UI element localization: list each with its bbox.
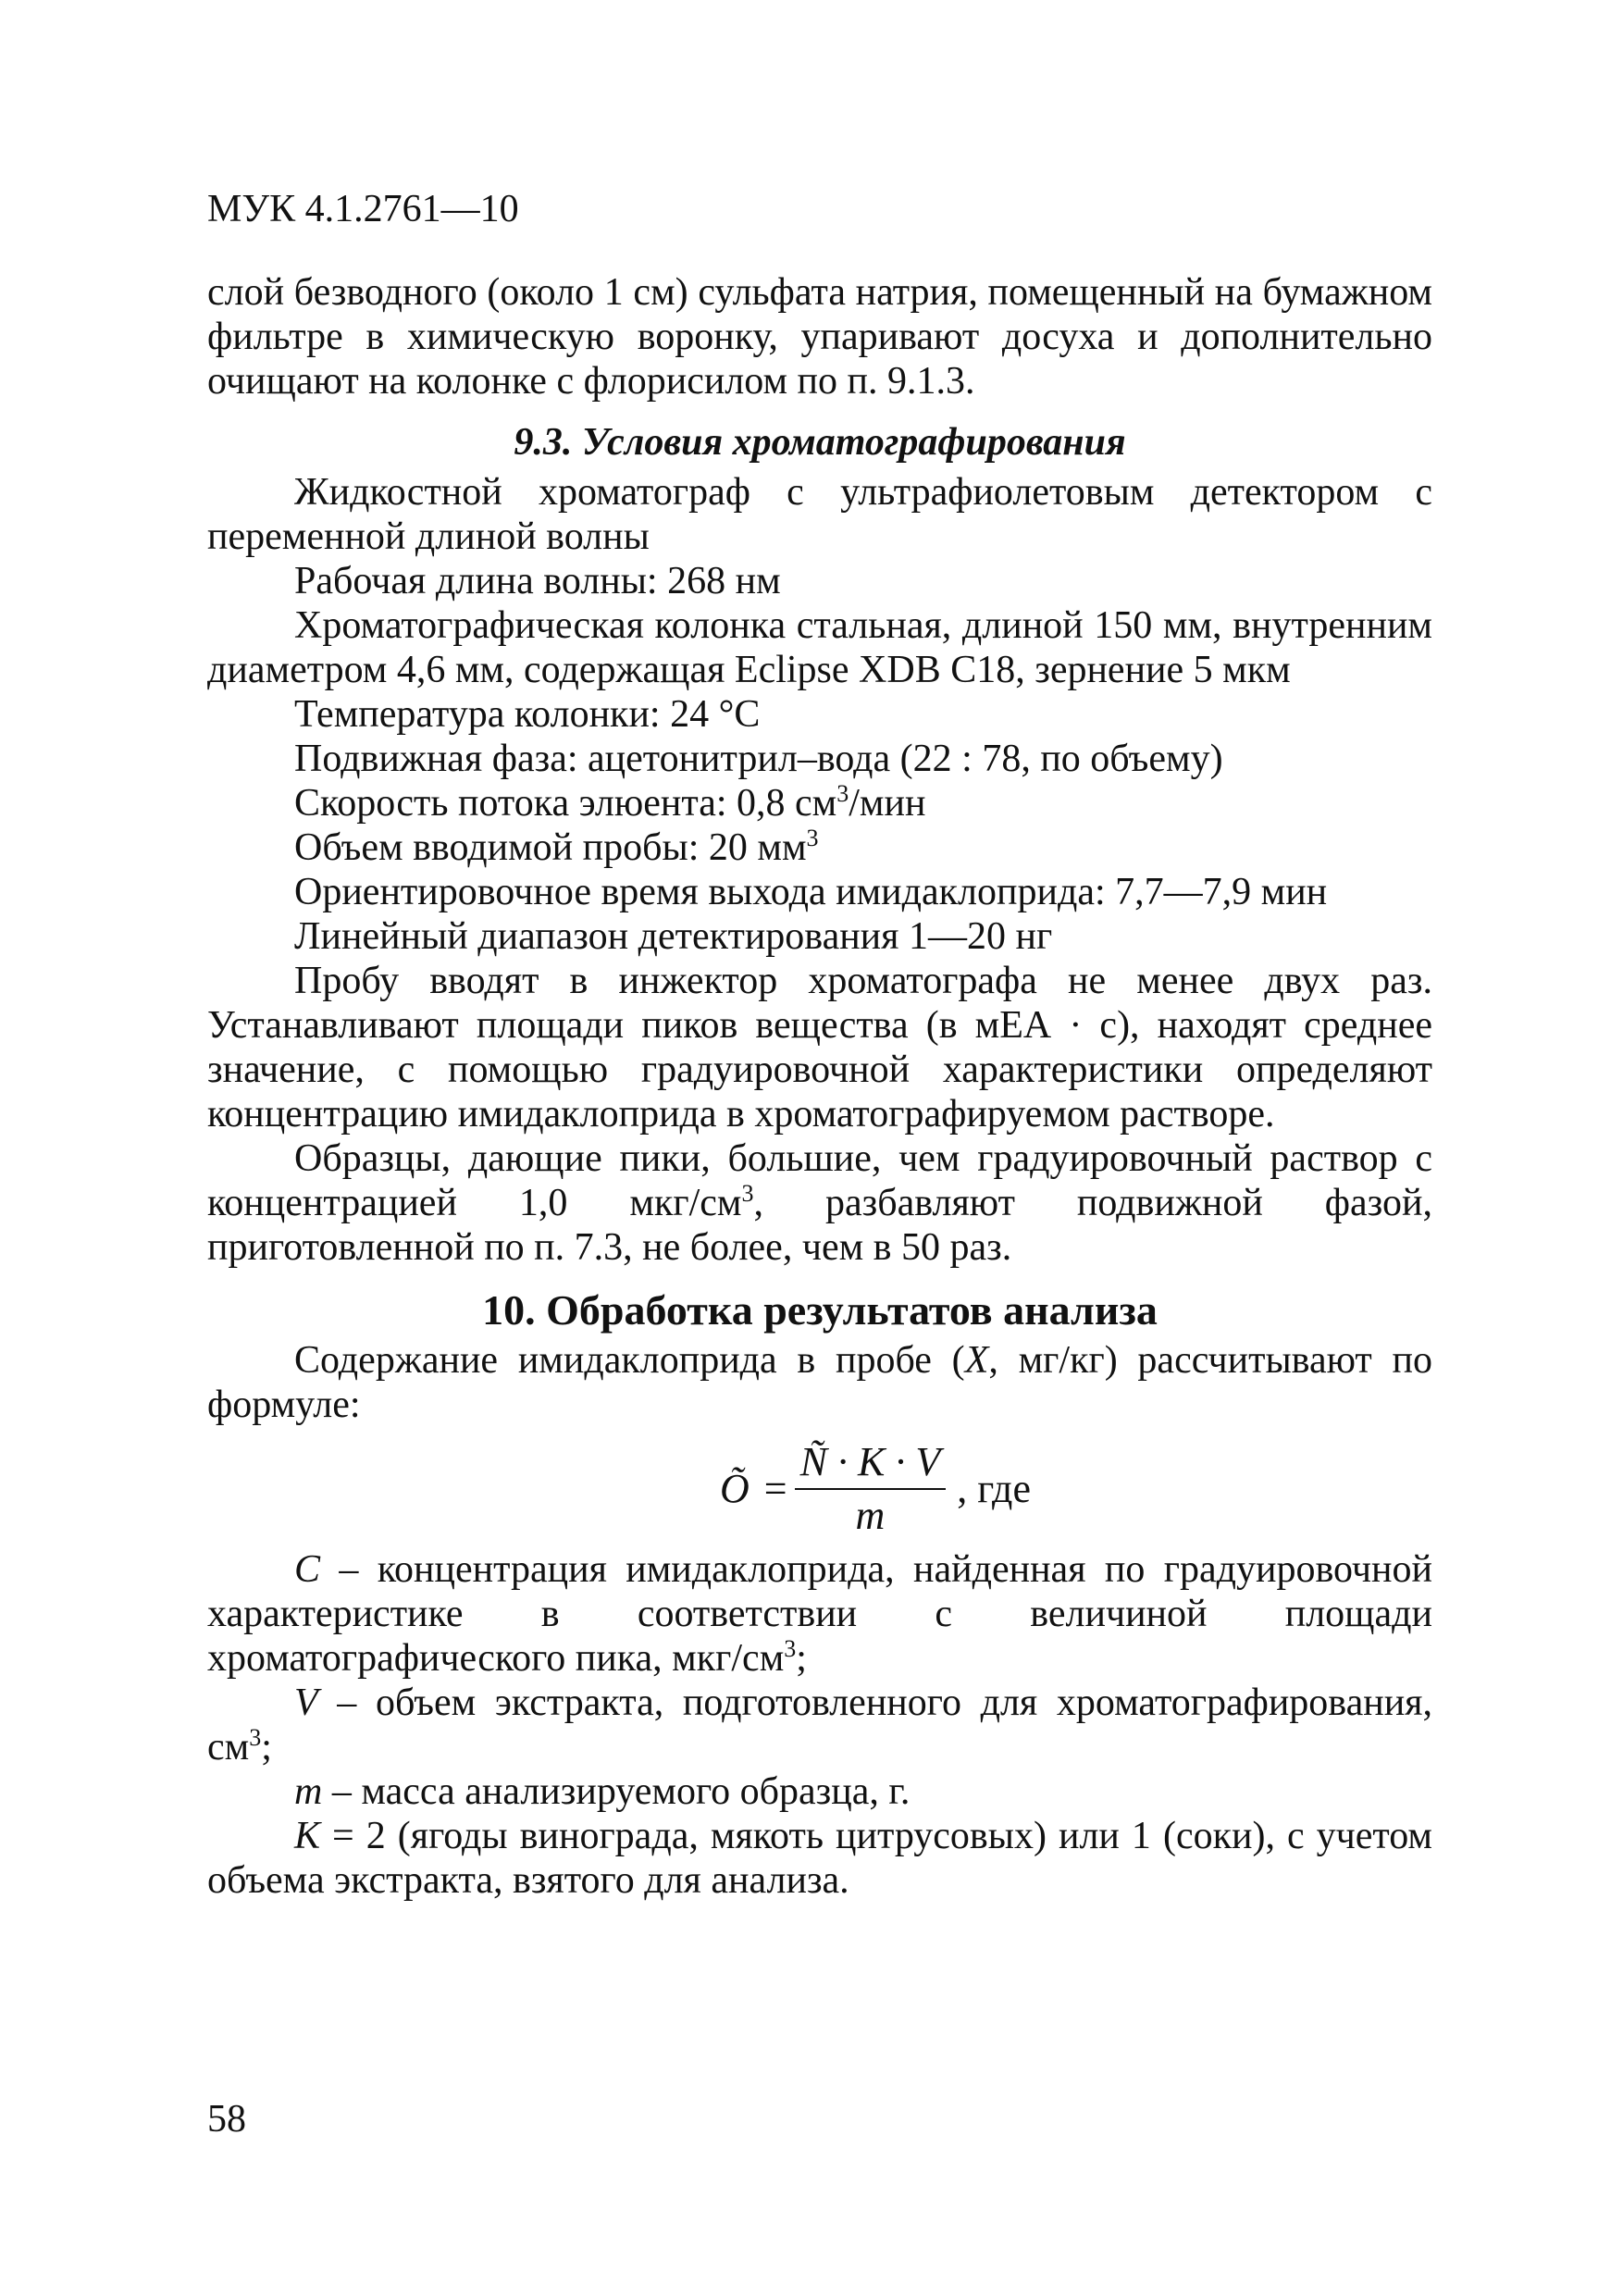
section-9-3-title: 9.3. Условия хроматографирования (514, 421, 1126, 464)
column-paragraph: Хроматографическая колонка стальная, длиной 150 мм, внутренним диаметром 4,6 мм, содержащая Eclipse XDB C18, зернение 5 мкм (207, 604, 1432, 691)
definition-m-variable: m (294, 1770, 323, 1813)
injection-volume-superscript: 3 (806, 825, 819, 851)
flow-rate-text: Скорость потока элюента: 0,8 см (294, 782, 837, 825)
definition-k-text: = 2 (ягоды винограда, мякоть цитрусовых) или 1 (соки), с учетом объема экстракта, взятого для анализа. (207, 1815, 1432, 1902)
dilution-text-a: Образцы, дающие пики, большие, чем градуировочный раствор с концентрацией 1,0 мкг/см (207, 1137, 1432, 1224)
formula-lhs: Õ (720, 1466, 750, 1511)
injection-volume-line (207, 825, 1432, 870)
calculation-formula (207, 1440, 1432, 1538)
flow-rate-unit: /мин (849, 782, 926, 825)
definition-v-superscript: 3 (249, 1724, 262, 1751)
injection-procedure-paragraph: Пробу вводят в инжектор хроматографа не менее двух раз. Устанавливают площади пиков вещества (в мЕА · с), находят среднее значение, с помощью градуировочной характеристики определяют концентрацию имидаклоприда в хроматографируемом растворе. (207, 960, 1432, 1136)
definition-c-end: ; (796, 1637, 807, 1680)
injection-volume-text: Объем вводимой пробы: 20 мм (294, 826, 807, 869)
chromatograph-paragraph: Жидкостной хроматограф с ультрафиолетовым детектором с переменной длиной волны (207, 471, 1432, 558)
definition-v-variable: V (294, 1682, 318, 1724)
calculation-intro-paragraph (207, 1338, 1432, 1427)
definition-c (207, 1547, 1432, 1681)
definition-m-text: – масса анализируемого образца, г. (322, 1770, 911, 1813)
calculation-intro-a: Содержание имидаклоприда в пробе ( (294, 1339, 965, 1382)
definition-c-variable: C (294, 1548, 321, 1591)
page-number: 58 (207, 2098, 246, 2141)
document-code-header: МУК 4.1.2761—10 (207, 188, 519, 230)
linear-range-line: Линейный диапазон детектирования 1—20 нг (294, 915, 1053, 958)
dilution-superscript: 3 (741, 1180, 754, 1207)
definition-k (207, 1814, 1432, 1903)
wavelength-line: Рабочая длина волны: 268 нм (294, 560, 781, 602)
formula-denominator: m (855, 1493, 886, 1538)
calculation-intro-b: , мг/кг) рассчитывают по формуле: (207, 1339, 1433, 1426)
intro-paragraph: слой безводного (около 1 см) сульфата натрия, помещенный на бумажном фильтре в химическую воронку, упаривают досуха и дополнительно очищают на колонке с флорисилом по п. 9.1.3. (207, 271, 1432, 403)
definition-v-text: – объем экстракта, подготовленного для хроматографирования, см (207, 1682, 1432, 1769)
formula-numerator: Ñ · K · V (795, 1440, 947, 1490)
dilution-text-b: , разбавляют подвижной фазой, приготовленной по п. 7.3, не более, чем в 50 раз. (207, 1182, 1432, 1269)
definition-v (207, 1681, 1432, 1769)
definition-c-superscript: 3 (784, 1635, 797, 1662)
definition-k-variable: K (294, 1815, 321, 1857)
definition-m (207, 1769, 1432, 1814)
page-content (207, 270, 1432, 1903)
flow-rate-line (207, 781, 1432, 825)
section-10-title: 10. Обработка результатов анализа (482, 1286, 1158, 1334)
formula-equals: = (763, 1466, 787, 1511)
formula-fraction (795, 1440, 947, 1538)
formula-tail: , где (957, 1466, 1031, 1511)
dilution-paragraph (207, 1136, 1432, 1270)
definition-v-end: ; (261, 1726, 272, 1769)
column-temperature-line: Температура колонки: 24 °C (294, 693, 761, 736)
mobile-phase-line: Подвижная фаза: ацетонитрил–вода (22 : 78, по объему) (294, 738, 1223, 780)
variable-x: X (964, 1339, 989, 1382)
flow-rate-superscript: 3 (836, 780, 849, 807)
retention-time-line: Ориентировочное время выхода имидаклоприда: 7,7—7,9 мин (294, 871, 1328, 913)
definition-c-text: – концентрация имидаклоприда, найденная по градуировочной характеристике в соответствии с величиной площади хроматографического пика, мкг/см (207, 1548, 1432, 1680)
